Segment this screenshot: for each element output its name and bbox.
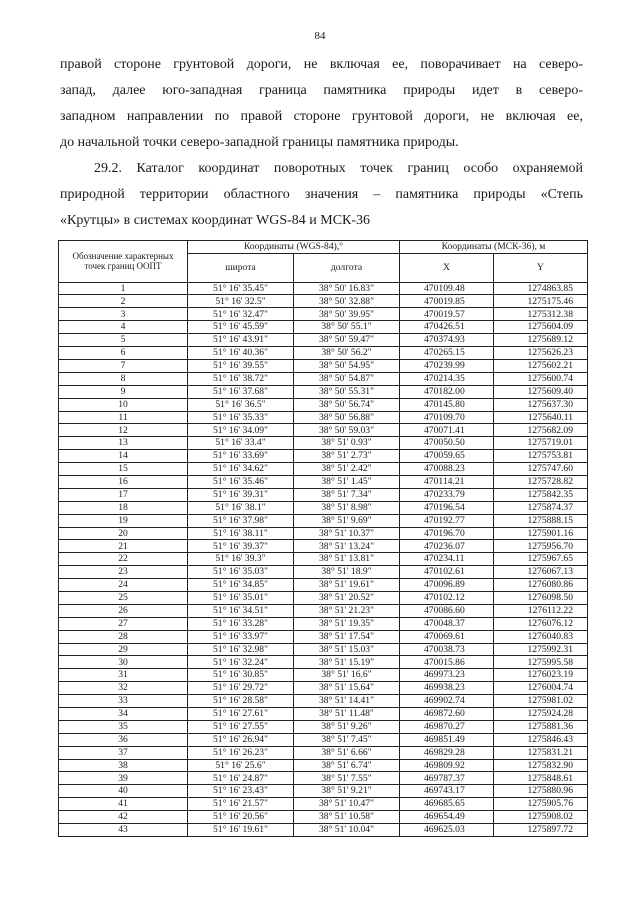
x-coordinate-cell: 470192.77 (400, 514, 494, 527)
y-coordinate-cell: 1275312.38 (494, 308, 588, 321)
point-number-cell: 43 (59, 824, 188, 837)
x-coordinate-cell: 470096.89 (400, 579, 494, 592)
header-y: Y (494, 253, 588, 282)
longitude-cell: 38° 50' 59.47" (294, 334, 400, 347)
longitude-cell: 38° 50' 55.31" (294, 385, 400, 398)
table-row (59, 617, 588, 630)
table-row (59, 308, 588, 321)
y-coordinate-cell: 1275689.12 (494, 334, 588, 347)
longitude-cell: 38° 51' 16.6" (294, 669, 400, 682)
latitude-cell: 51° 16' 30.85" (188, 669, 294, 682)
table-row (59, 424, 588, 437)
latitude-cell: 51° 16' 34.51" (188, 604, 294, 617)
table-row (59, 450, 588, 463)
table-row (59, 347, 588, 360)
longitude-cell: 38° 51' 7.34" (294, 488, 400, 501)
x-coordinate-cell: 469685.65 (400, 798, 494, 811)
page-number: 84 (314, 30, 326, 42)
longitude-cell: 38° 51' 13.24" (294, 540, 400, 553)
y-coordinate-cell: 1275956.70 (494, 540, 588, 553)
longitude-cell: 38° 51' 6.66" (294, 746, 400, 759)
y-coordinate-cell: 1275908.02 (494, 811, 588, 824)
point-number-cell: 35 (59, 720, 188, 733)
table-row (59, 759, 588, 772)
point-number-cell: 33 (59, 695, 188, 708)
y-coordinate-cell: 1275842.35 (494, 488, 588, 501)
y-coordinate-cell: 1276076.12 (494, 617, 588, 630)
point-number-cell: 23 (59, 566, 188, 579)
point-number-cell: 25 (59, 591, 188, 604)
y-coordinate-cell: 1275897.72 (494, 824, 588, 837)
longitude-cell: 38° 51' 10.58" (294, 811, 400, 824)
y-coordinate-cell: 1275602.21 (494, 359, 588, 372)
x-coordinate-cell: 469938.23 (400, 682, 494, 695)
y-coordinate-cell: 1275924.28 (494, 707, 588, 720)
y-coordinate-cell: 1275881.36 (494, 720, 588, 733)
point-number-cell: 39 (59, 772, 188, 785)
y-coordinate-cell: 1276004.74 (494, 682, 588, 695)
table-row (59, 282, 588, 295)
point-number-cell: 24 (59, 579, 188, 592)
y-coordinate-cell: 1275831.21 (494, 746, 588, 759)
latitude-cell: 51° 16' 35.45" (188, 282, 294, 295)
longitude-cell: 38° 51' 11.48" (294, 707, 400, 720)
y-coordinate-cell: 1275637.30 (494, 398, 588, 411)
table-row (59, 682, 588, 695)
x-coordinate-cell: 470048.37 (400, 617, 494, 630)
text-line: западном направлении по правой стороне грунтовой дороги, не включая ее, (60, 109, 583, 124)
latitude-cell: 51° 16' 40.36" (188, 347, 294, 360)
point-number-cell: 8 (59, 372, 188, 385)
y-coordinate-cell: 1275846.43 (494, 733, 588, 746)
point-number-cell: 6 (59, 347, 188, 360)
latitude-cell: 51° 16' 26.94" (188, 733, 294, 746)
header-wgs84: Координаты (WGS-84),° (188, 241, 400, 254)
y-coordinate-cell: 1275848.61 (494, 772, 588, 785)
point-number-cell: 17 (59, 488, 188, 501)
x-coordinate-cell: 470265.15 (400, 347, 494, 360)
x-coordinate-cell: 470019.85 (400, 295, 494, 308)
x-coordinate-cell: 470114.21 (400, 475, 494, 488)
point-number-cell: 1 (59, 282, 188, 295)
y-coordinate-cell: 1275905.76 (494, 798, 588, 811)
latitude-cell: 51° 16' 43.91" (188, 334, 294, 347)
x-coordinate-cell: 470214.35 (400, 372, 494, 385)
latitude-cell: 51° 16' 33.97" (188, 630, 294, 643)
longitude-cell: 38° 51' 0.93" (294, 437, 400, 450)
point-number-cell: 22 (59, 553, 188, 566)
table-row (59, 733, 588, 746)
y-coordinate-cell: 1276098.50 (494, 591, 588, 604)
x-coordinate-cell: 470071.41 (400, 424, 494, 437)
y-coordinate-cell: 1275682.09 (494, 424, 588, 437)
table-row (59, 669, 588, 682)
longitude-cell: 38° 51' 17.54" (294, 630, 400, 643)
longitude-cell: 38° 51' 1.45" (294, 475, 400, 488)
longitude-cell: 38° 51' 10.04" (294, 824, 400, 837)
table-row (59, 488, 588, 501)
latitude-cell: 51° 16' 33.69" (188, 450, 294, 463)
latitude-cell: 51° 16' 39.37" (188, 540, 294, 553)
point-number-cell: 31 (59, 669, 188, 682)
latitude-cell: 51° 16' 32.47" (188, 308, 294, 321)
table-row (59, 372, 588, 385)
point-number-cell: 15 (59, 463, 188, 476)
y-coordinate-cell: 1275995.58 (494, 656, 588, 669)
point-number-cell: 40 (59, 785, 188, 798)
table-row (59, 501, 588, 514)
table-row (59, 334, 588, 347)
latitude-cell: 51° 16' 27.61" (188, 707, 294, 720)
table-row (59, 475, 588, 488)
table-row (59, 385, 588, 398)
y-coordinate-cell: 1275640.11 (494, 411, 588, 424)
x-coordinate-cell: 470109.48 (400, 282, 494, 295)
table-row (59, 591, 588, 604)
table-row (59, 746, 588, 759)
latitude-cell: 51° 16' 35.03" (188, 566, 294, 579)
longitude-cell: 38° 51' 9.69" (294, 514, 400, 527)
latitude-cell: 51° 16' 38.11" (188, 527, 294, 540)
y-coordinate-cell: 1275967.65 (494, 553, 588, 566)
table-row (59, 359, 588, 372)
text-line: природной территории областного значения – памятника природы «Степь (60, 187, 583, 202)
longitude-cell: 38° 50' 56.2" (294, 347, 400, 360)
text-line: правой стороне грунтовой дороги, не включая ее, поворачивает на северо- (60, 57, 583, 72)
y-coordinate-cell: 1276040.83 (494, 630, 588, 643)
point-number-cell: 4 (59, 321, 188, 334)
longitude-cell: 38° 51' 8.98" (294, 501, 400, 514)
y-coordinate-cell: 1275981.02 (494, 695, 588, 708)
x-coordinate-cell: 470236.07 (400, 540, 494, 553)
longitude-cell: 38° 51' 19.35" (294, 617, 400, 630)
latitude-cell: 51° 16' 21.57" (188, 798, 294, 811)
longitude-cell: 38° 51' 21.23" (294, 604, 400, 617)
longitude-cell: 38° 51' 10.37" (294, 527, 400, 540)
longitude-cell: 38° 51' 20.52" (294, 591, 400, 604)
table-body (59, 282, 588, 836)
x-coordinate-cell: 470426.51 (400, 321, 494, 334)
x-coordinate-cell: 470038.73 (400, 643, 494, 656)
point-number-cell: 21 (59, 540, 188, 553)
point-number-cell: 5 (59, 334, 188, 347)
y-coordinate-cell: 1275600.74 (494, 372, 588, 385)
y-coordinate-cell: 1275753.81 (494, 450, 588, 463)
point-number-cell: 19 (59, 514, 188, 527)
y-coordinate-cell: 1275609.40 (494, 385, 588, 398)
latitude-cell: 51° 16' 23.43" (188, 785, 294, 798)
y-coordinate-cell: 1275175.46 (494, 295, 588, 308)
x-coordinate-cell: 469829.28 (400, 746, 494, 759)
y-coordinate-cell: 1275880.96 (494, 785, 588, 798)
longitude-cell: 38° 50' 56.88" (294, 411, 400, 424)
x-coordinate-cell: 470069.61 (400, 630, 494, 643)
latitude-cell: 51° 16' 26.23" (188, 746, 294, 759)
longitude-cell: 38° 51' 10.47" (294, 798, 400, 811)
x-coordinate-cell: 470019.57 (400, 308, 494, 321)
longitude-cell: 38° 51' 15.64" (294, 682, 400, 695)
x-coordinate-cell: 470086.60 (400, 604, 494, 617)
point-number-cell: 42 (59, 811, 188, 824)
point-number-cell: 18 (59, 501, 188, 514)
y-coordinate-cell: 1275832.90 (494, 759, 588, 772)
x-coordinate-cell: 469625.03 (400, 824, 494, 837)
y-coordinate-cell: 1275728.82 (494, 475, 588, 488)
latitude-cell: 51° 16' 19.61" (188, 824, 294, 837)
latitude-cell: 51° 16' 37.98" (188, 514, 294, 527)
table-row (59, 798, 588, 811)
latitude-cell: 51° 16' 36.5" (188, 398, 294, 411)
table-row (59, 811, 588, 824)
table-row (59, 540, 588, 553)
longitude-cell: 38° 51' 15.19" (294, 656, 400, 669)
longitude-cell: 38° 51' 13.81" (294, 553, 400, 566)
point-number-cell: 28 (59, 630, 188, 643)
y-coordinate-cell: 1275604.09 (494, 321, 588, 334)
latitude-cell: 51° 16' 39.3" (188, 553, 294, 566)
x-coordinate-cell: 470050.50 (400, 437, 494, 450)
y-coordinate-cell: 1275888.15 (494, 514, 588, 527)
latitude-cell: 51° 16' 34.62" (188, 463, 294, 476)
x-coordinate-cell: 469851.49 (400, 733, 494, 746)
table-row (59, 553, 588, 566)
point-number-cell: 27 (59, 617, 188, 630)
text-line: запад, далее юго-западная граница памятника природы идет в северо- (60, 83, 583, 98)
table-row (59, 566, 588, 579)
longitude-cell: 38° 50' 54.87" (294, 372, 400, 385)
point-number-cell: 26 (59, 604, 188, 617)
point-number-cell: 32 (59, 682, 188, 695)
table-row (59, 707, 588, 720)
y-coordinate-cell: 1274863.85 (494, 282, 588, 295)
latitude-cell: 51° 16' 20.56" (188, 811, 294, 824)
latitude-cell: 51° 16' 29.72" (188, 682, 294, 695)
point-number-cell: 7 (59, 359, 188, 372)
table-row (59, 579, 588, 592)
table-row (59, 514, 588, 527)
latitude-cell: 51° 16' 33.28" (188, 617, 294, 630)
longitude-cell: 38° 51' 19.61" (294, 579, 400, 592)
longitude-cell: 38° 50' 32.88" (294, 295, 400, 308)
longitude-cell: 38° 51' 14.41" (294, 695, 400, 708)
x-coordinate-cell: 469872.60 (400, 707, 494, 720)
table-row (59, 295, 588, 308)
longitude-cell: 38° 50' 39.95" (294, 308, 400, 321)
table-row (59, 604, 588, 617)
x-coordinate-cell: 470233.79 (400, 488, 494, 501)
point-number-cell: 2 (59, 295, 188, 308)
table-row (59, 437, 588, 450)
x-coordinate-cell: 470102.12 (400, 591, 494, 604)
point-number-cell: 38 (59, 759, 188, 772)
latitude-cell: 51° 16' 38.1" (188, 501, 294, 514)
x-coordinate-cell: 470234.11 (400, 553, 494, 566)
point-number-cell: 30 (59, 656, 188, 669)
table-row (59, 824, 588, 837)
point-number-cell: 3 (59, 308, 188, 321)
point-number-cell: 11 (59, 411, 188, 424)
header-longitude: долгота (294, 253, 400, 282)
x-coordinate-cell: 469902.74 (400, 695, 494, 708)
point-number-cell: 14 (59, 450, 188, 463)
x-coordinate-cell: 470374.93 (400, 334, 494, 347)
table-row (59, 643, 588, 656)
longitude-cell: 38° 50' 56.74" (294, 398, 400, 411)
x-coordinate-cell: 470015.86 (400, 656, 494, 669)
table-row (59, 398, 588, 411)
y-coordinate-cell: 1276112.22 (494, 604, 588, 617)
point-number-cell: 20 (59, 527, 188, 540)
table-row (59, 720, 588, 733)
longitude-cell: 38° 51' 9.21" (294, 785, 400, 798)
paragraph-boundary-description (60, 52, 583, 156)
longitude-cell: 38° 51' 9.26" (294, 720, 400, 733)
y-coordinate-cell: 1275874.37 (494, 501, 588, 514)
latitude-cell: 51° 16' 39.55" (188, 359, 294, 372)
text-line: 29.2. Каталог координат поворотных точек границ особо охраняемой (94, 161, 583, 176)
section-heading-29-2 (60, 156, 583, 234)
longitude-cell: 38° 51' 15.03" (294, 643, 400, 656)
point-number-cell: 10 (59, 398, 188, 411)
x-coordinate-cell: 469787.37 (400, 772, 494, 785)
y-coordinate-cell: 1275992.31 (494, 643, 588, 656)
longitude-cell: 38° 51' 7.45" (294, 733, 400, 746)
longitude-cell: 38° 50' 54.95" (294, 359, 400, 372)
header-point-name: Обозначение характерных точек границ ООПТ (59, 241, 188, 283)
latitude-cell: 51° 16' 32.24" (188, 656, 294, 669)
point-number-cell: 13 (59, 437, 188, 450)
point-number-cell: 34 (59, 707, 188, 720)
table-row (59, 772, 588, 785)
point-number-cell: 36 (59, 733, 188, 746)
longitude-cell: 38° 51' 6.74" (294, 759, 400, 772)
table-row (59, 656, 588, 669)
latitude-cell: 51° 16' 25.6" (188, 759, 294, 772)
x-coordinate-cell: 470196.54 (400, 501, 494, 514)
table-row (59, 785, 588, 798)
latitude-cell: 51° 16' 34.85" (188, 579, 294, 592)
x-coordinate-cell: 469743.17 (400, 785, 494, 798)
y-coordinate-cell: 1276080.86 (494, 579, 588, 592)
table-row (59, 695, 588, 708)
latitude-cell: 51° 16' 35.46" (188, 475, 294, 488)
y-coordinate-cell: 1276023.19 (494, 669, 588, 682)
longitude-cell: 38° 50' 55.1" (294, 321, 400, 334)
longitude-cell: 38° 51' 2.73" (294, 450, 400, 463)
latitude-cell: 51° 16' 28.58" (188, 695, 294, 708)
table-row (59, 463, 588, 476)
longitude-cell: 38° 51' 7.55" (294, 772, 400, 785)
header-x: X (400, 253, 494, 282)
latitude-cell: 51° 16' 39.31" (188, 488, 294, 501)
table-row (59, 411, 588, 424)
y-coordinate-cell: 1275626.23 (494, 347, 588, 360)
header-latitude: широта (188, 253, 294, 282)
text-line: «Крутцы» в системах координат WGS-84 и МСК-36 (60, 213, 371, 228)
table-row (59, 321, 588, 334)
x-coordinate-cell: 469870.27 (400, 720, 494, 733)
latitude-cell: 51° 16' 45.59" (188, 321, 294, 334)
latitude-cell: 51° 16' 35.01" (188, 591, 294, 604)
y-coordinate-cell: 1275747.60 (494, 463, 588, 476)
x-coordinate-cell: 470182.00 (400, 385, 494, 398)
point-number-cell: 29 (59, 643, 188, 656)
y-coordinate-cell: 1275719.01 (494, 437, 588, 450)
point-number-cell: 9 (59, 385, 188, 398)
point-number-cell: 41 (59, 798, 188, 811)
coordinate-catalog-table (58, 240, 588, 837)
x-coordinate-cell: 470196.70 (400, 527, 494, 540)
x-coordinate-cell: 470102.61 (400, 566, 494, 579)
point-number-cell: 12 (59, 424, 188, 437)
x-coordinate-cell: 470088.23 (400, 463, 494, 476)
table-row (59, 527, 588, 540)
x-coordinate-cell: 470059.65 (400, 450, 494, 463)
latitude-cell: 51° 16' 35.33" (188, 411, 294, 424)
y-coordinate-cell: 1276067.13 (494, 566, 588, 579)
point-number-cell: 37 (59, 746, 188, 759)
latitude-cell: 51° 16' 32.98" (188, 643, 294, 656)
longitude-cell: 38° 50' 59.03" (294, 424, 400, 437)
latitude-cell: 51° 16' 27.55" (188, 720, 294, 733)
latitude-cell: 51° 16' 34.09" (188, 424, 294, 437)
latitude-cell: 51° 16' 32.5" (188, 295, 294, 308)
latitude-cell: 51° 16' 37.68" (188, 385, 294, 398)
header-msk36: Координаты (МСК-36), м (400, 241, 588, 254)
x-coordinate-cell: 469654.49 (400, 811, 494, 824)
longitude-cell: 38° 50' 16.83" (294, 282, 400, 295)
longitude-cell: 38° 51' 2.42" (294, 463, 400, 476)
latitude-cell: 51° 16' 38.72" (188, 372, 294, 385)
longitude-cell: 38° 51' 18.9" (294, 566, 400, 579)
x-coordinate-cell: 470239.99 (400, 359, 494, 372)
x-coordinate-cell: 469973.23 (400, 669, 494, 682)
y-coordinate-cell: 1275901.16 (494, 527, 588, 540)
x-coordinate-cell: 469809.92 (400, 759, 494, 772)
x-coordinate-cell: 470145.80 (400, 398, 494, 411)
latitude-cell: 51° 16' 33.4" (188, 437, 294, 450)
x-coordinate-cell: 470109.70 (400, 411, 494, 424)
table-row (59, 630, 588, 643)
latitude-cell: 51° 16' 24.87" (188, 772, 294, 785)
text-line: до начальной точки северо-западной границы памятника природы. (60, 135, 459, 150)
point-number-cell: 16 (59, 475, 188, 488)
